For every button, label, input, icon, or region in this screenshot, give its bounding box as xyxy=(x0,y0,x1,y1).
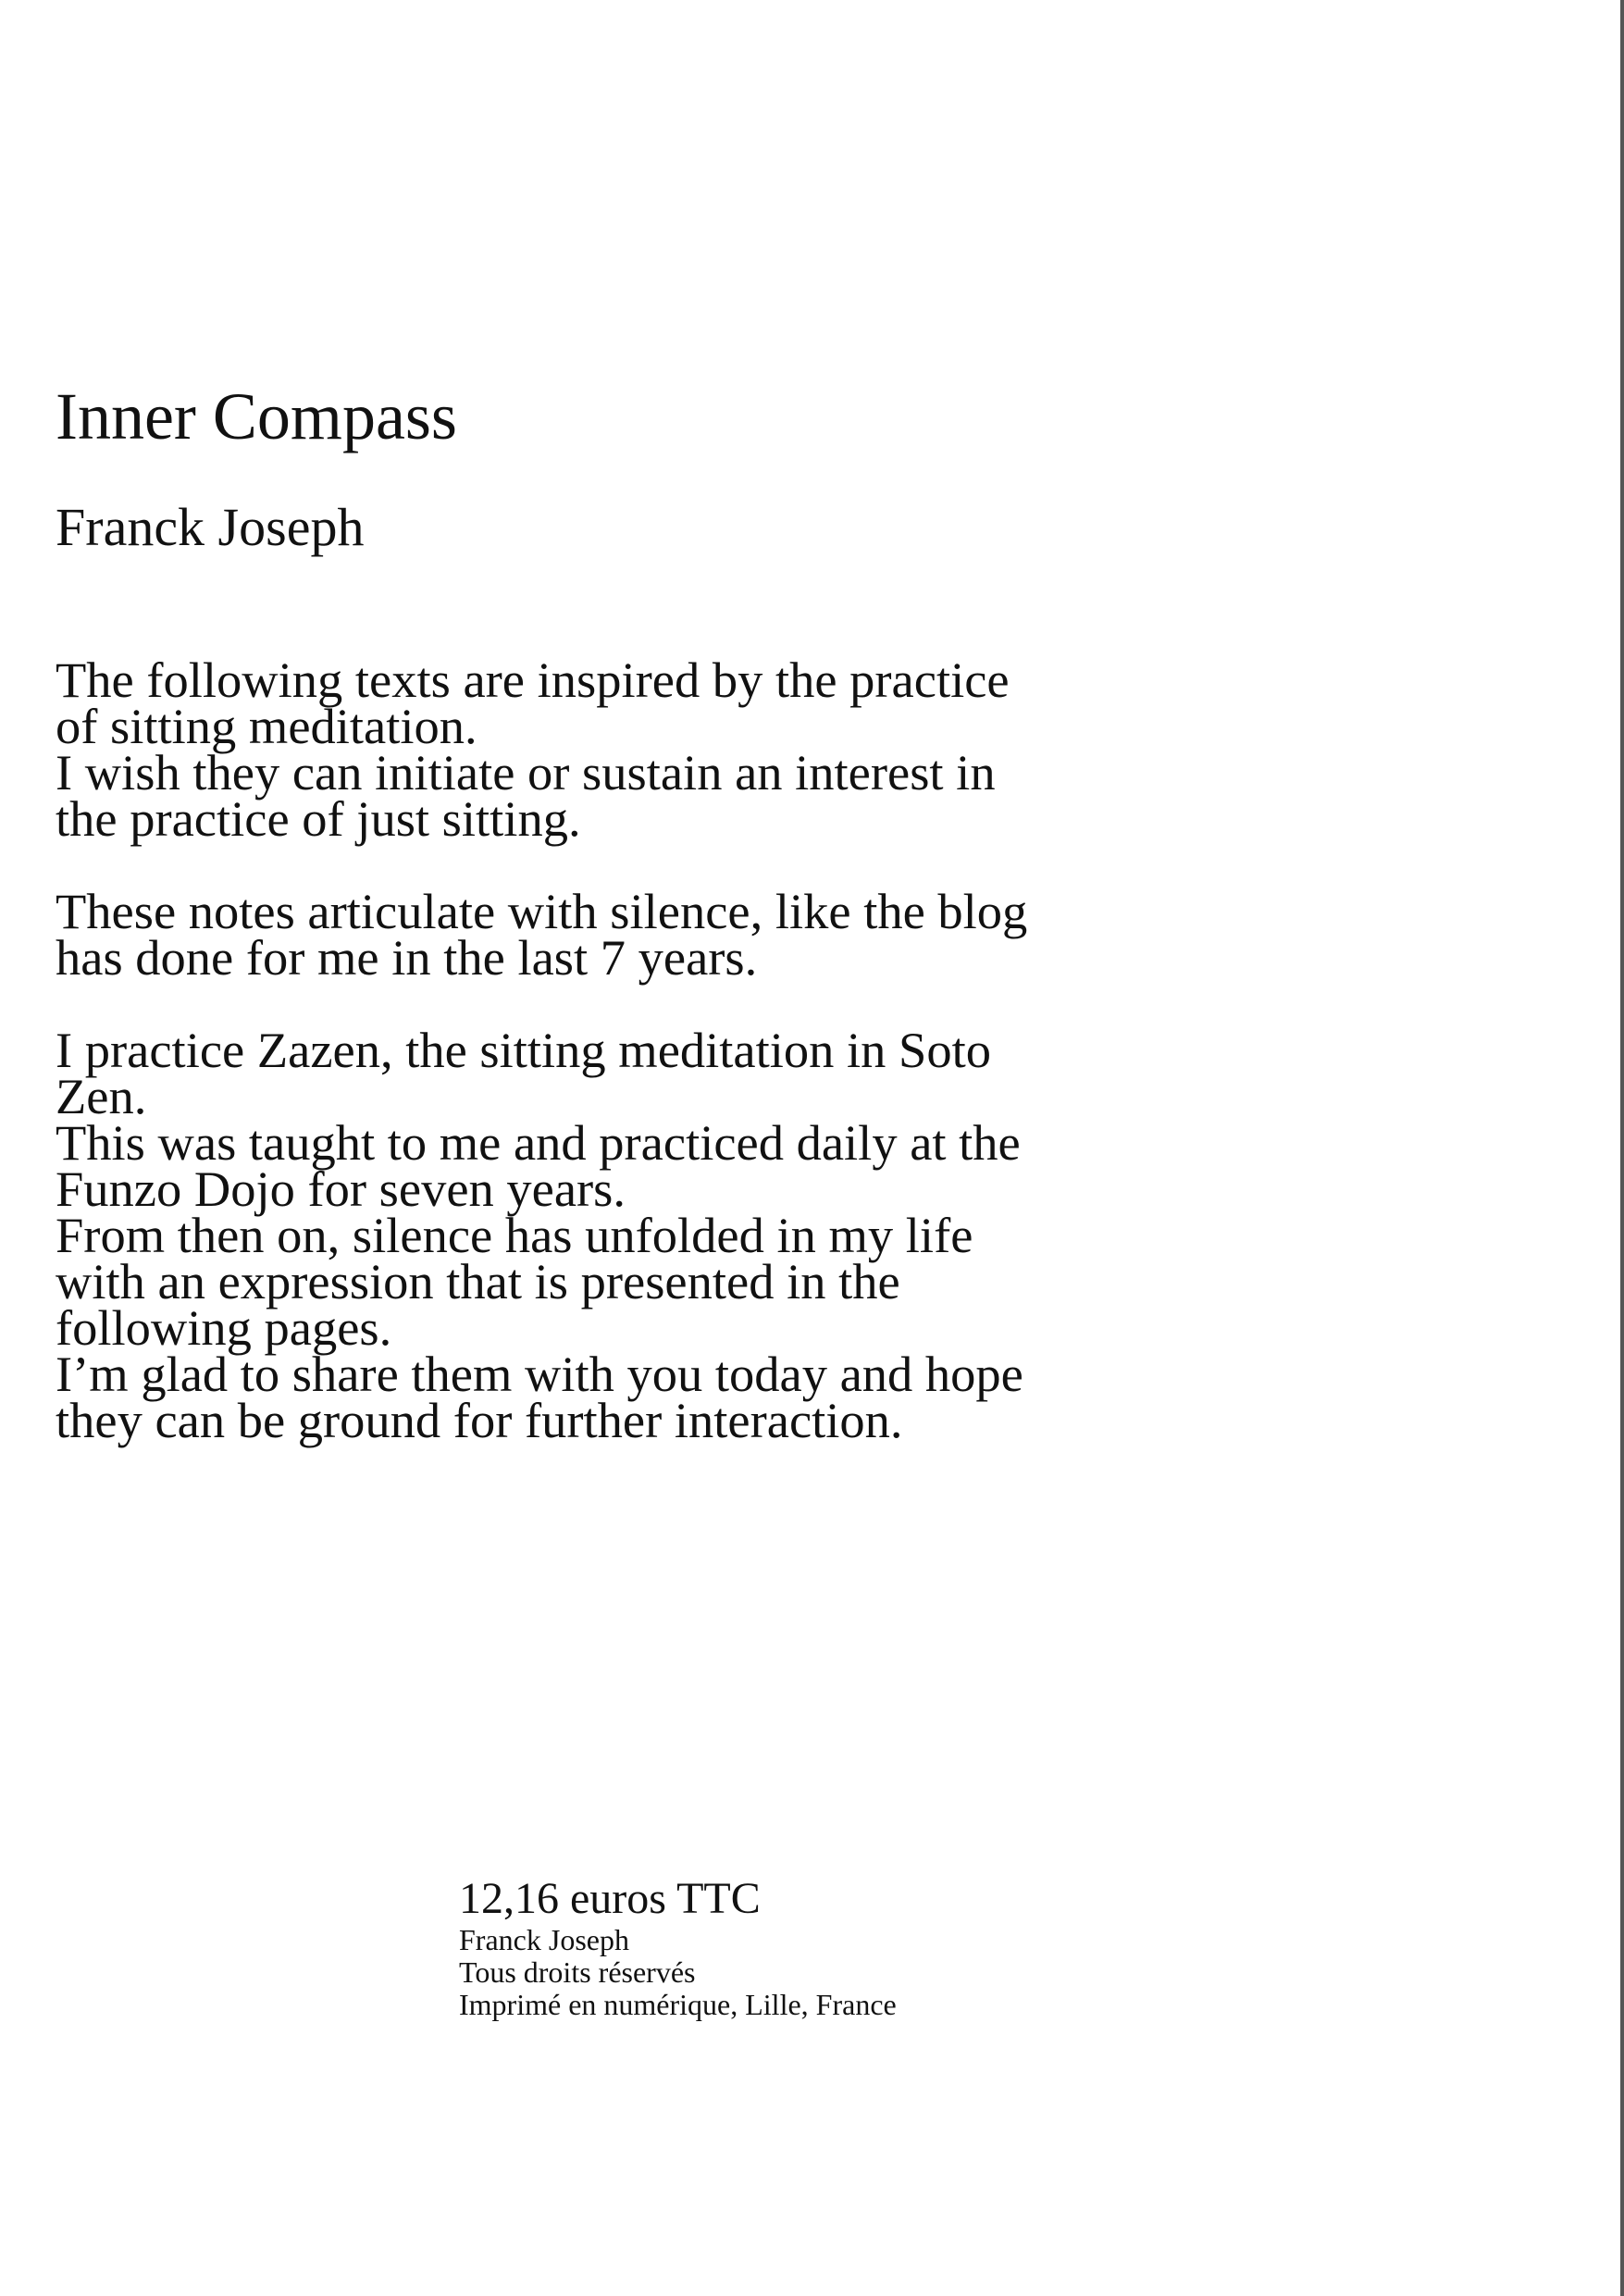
text-line: with an expression that is presented in the xyxy=(56,1253,900,1309)
intro-text xyxy=(56,652,1203,1490)
colophon xyxy=(459,1874,897,2021)
text-line: I wish they can initiate or sustain an interest in xyxy=(56,744,996,800)
colophon-author: Franck Joseph xyxy=(459,1923,629,1956)
text-line: following pages. xyxy=(56,1299,392,1356)
book-title: Inner Compass xyxy=(56,379,457,453)
rights-notice: Tous droits réservés xyxy=(459,1955,696,1989)
text-line: I’m glad to share them with you today and hope xyxy=(56,1346,1023,1402)
intro-paragraph-1 xyxy=(56,652,1203,847)
price: 12,16 euros TTC xyxy=(459,1874,761,1923)
text-line: These notes articulate with silence, like the blog xyxy=(56,883,1028,939)
page-edge-rule xyxy=(1620,0,1624,2296)
book-author: Franck Joseph xyxy=(56,497,365,557)
text-line: I practice Zazen, the sitting meditation in Soto xyxy=(56,1022,991,1078)
text-line: From then on, silence has unfolded in my life xyxy=(56,1207,973,1263)
text-line: This was taught to me and practiced daily at the xyxy=(56,1114,1021,1171)
text-line: of sitting meditation. xyxy=(56,698,477,754)
intro-paragraph-3 xyxy=(56,1022,1203,1448)
text-line: Zen. xyxy=(56,1068,147,1124)
intro-paragraph-2 xyxy=(56,883,1203,986)
text-line: has done for me in the last 7 years. xyxy=(56,929,758,986)
text-line: Funzo Dojo for seven years. xyxy=(56,1160,626,1217)
text-line: the practice of just sitting. xyxy=(56,790,581,847)
text-line: The following texts are inspired by the practice xyxy=(56,652,1010,708)
text-line: they can be ground for further interaction. xyxy=(56,1392,903,1448)
printing-notice: Imprimé en numérique, Lille, France xyxy=(459,1988,897,2021)
